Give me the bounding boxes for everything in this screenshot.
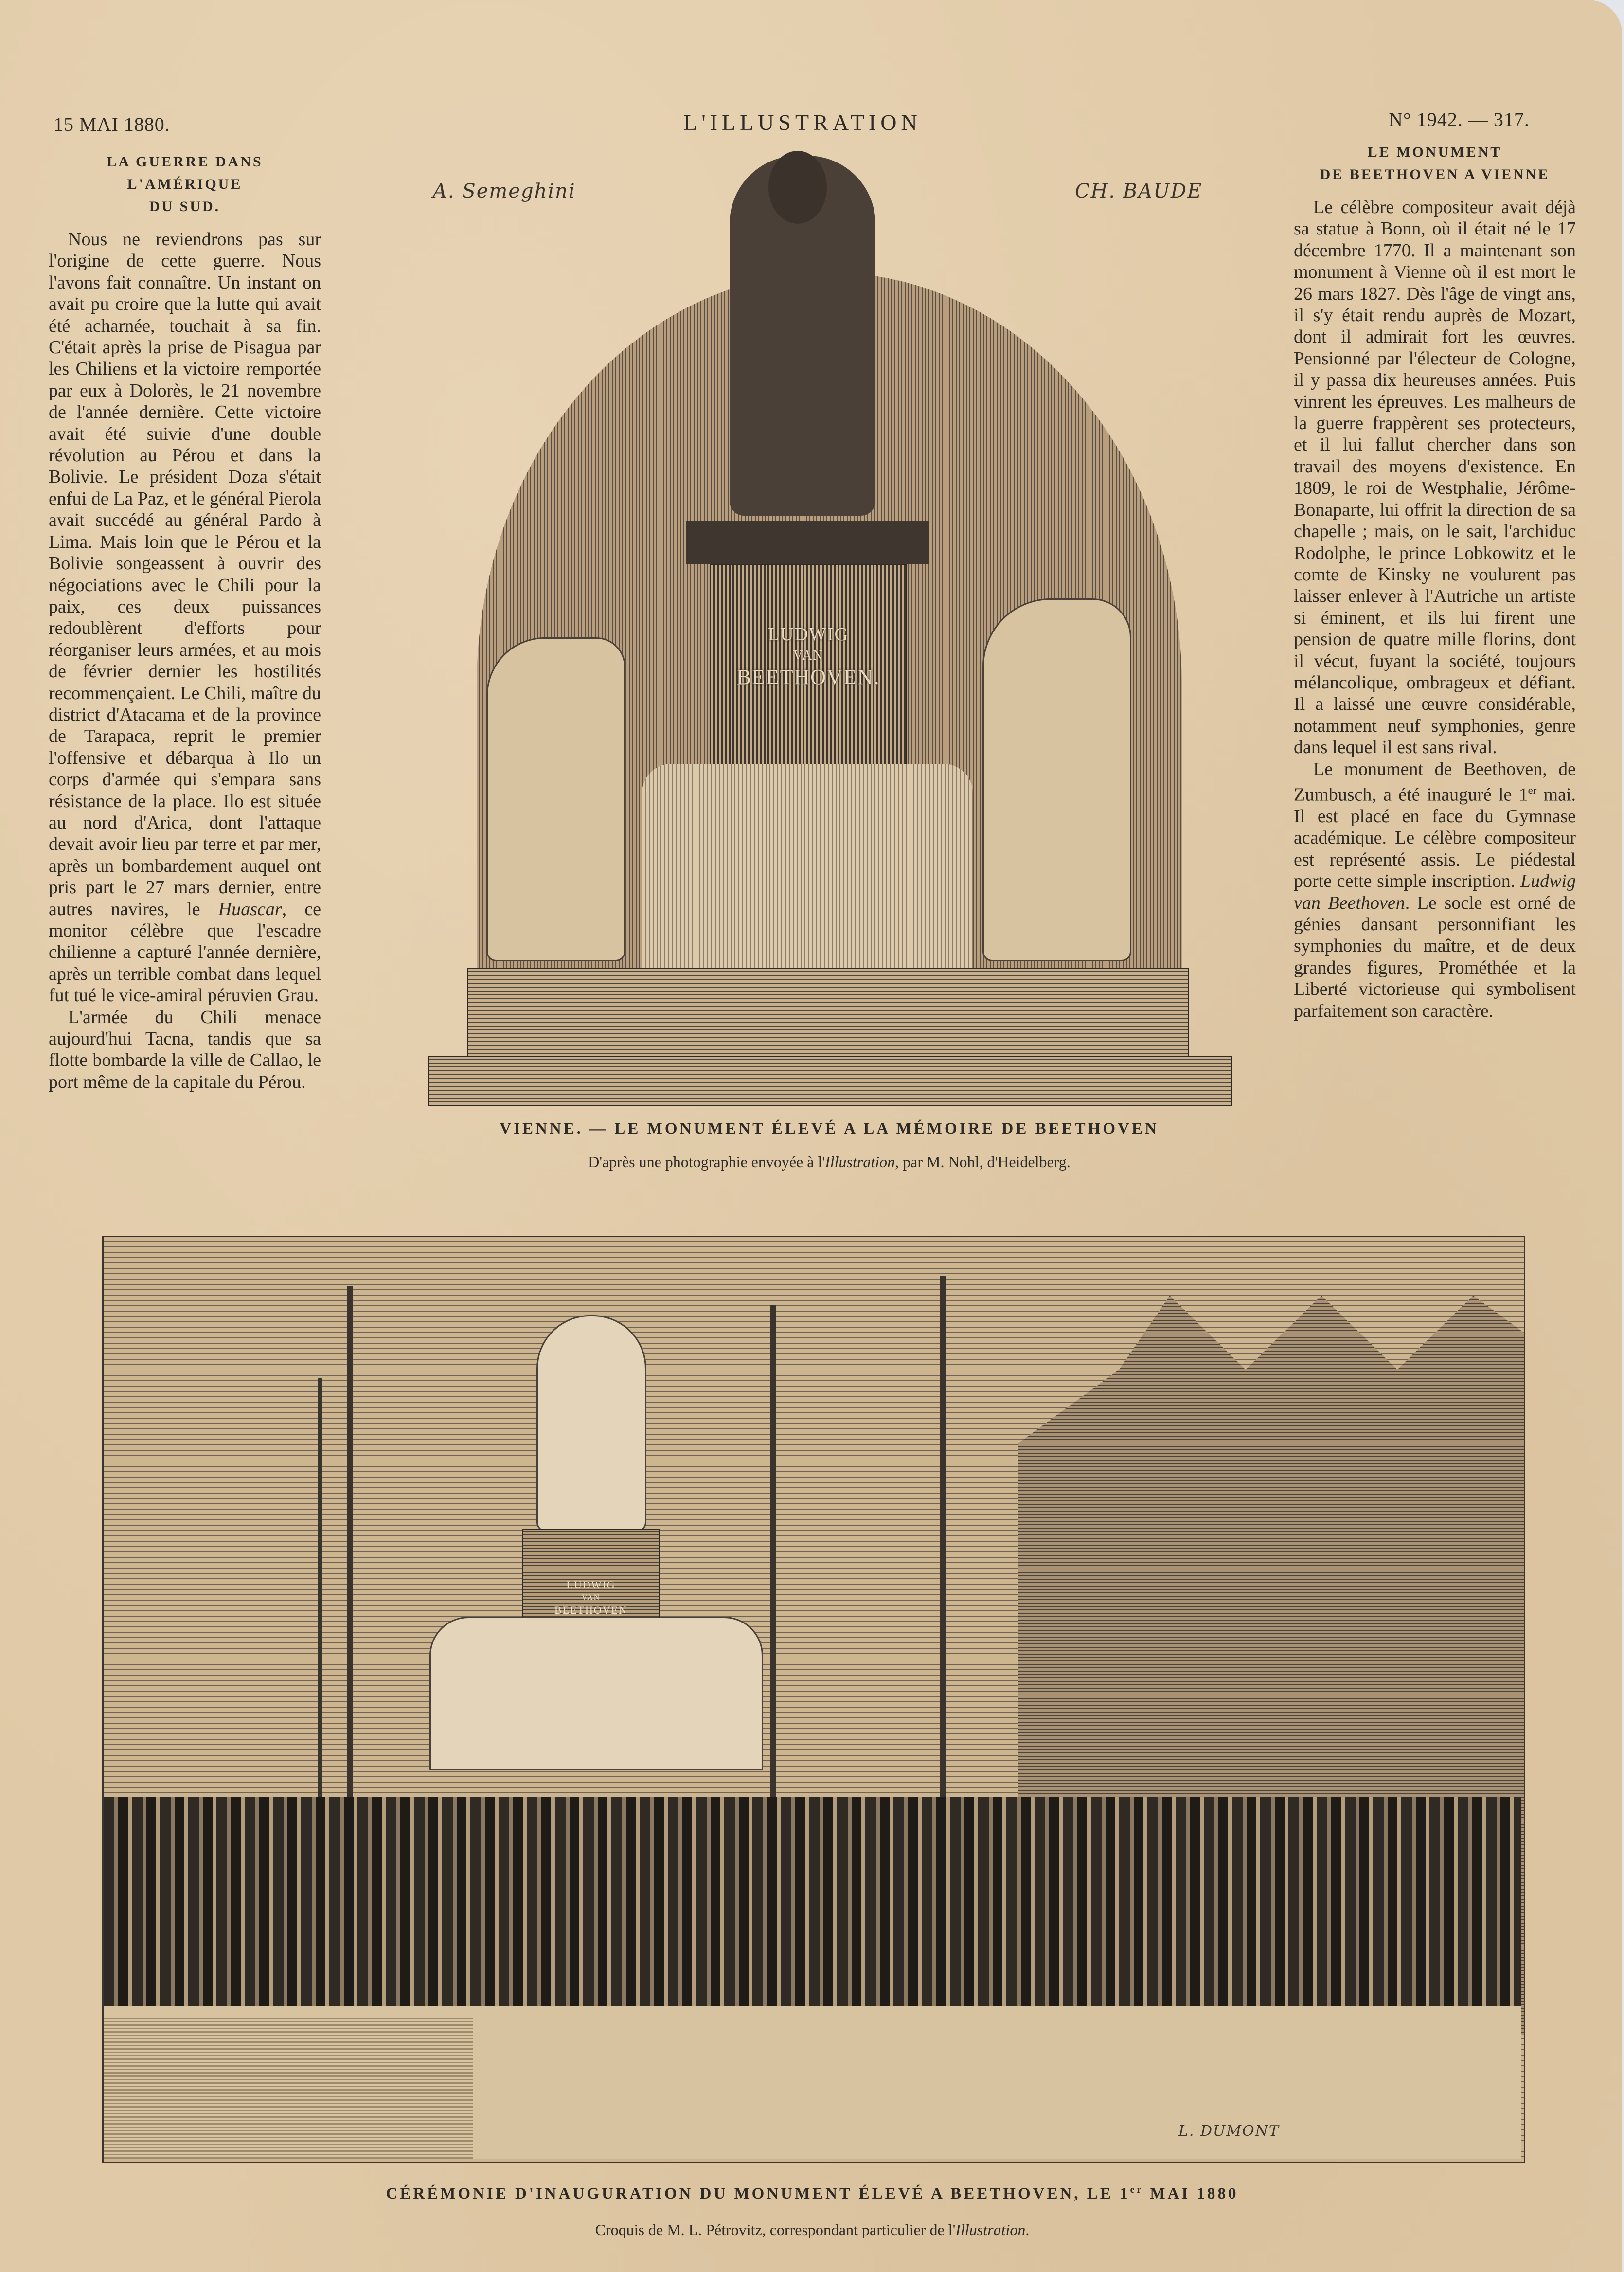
right-paragraph-2-mid: mai. Il est placé en face du Gymnase académique. Le célèbre compositeur est représenté assis. Le piédestal porte cette simple inscription. — [1294, 784, 1576, 892]
ceremony-credit-italic: Illustration — [955, 2221, 1026, 2238]
inscription-italic: Ludwig van Beethoven — [1294, 871, 1576, 913]
ceremony-caption-start: CÉRÉMONIE D'INAUGURATION DU MONUMENT ÉLEVÉ A BEETHOVEN, LE 1 — [386, 2185, 1130, 2202]
left-article — [49, 151, 321, 1093]
ceremony-caption-end: MAI 1880 — [1143, 2185, 1239, 2202]
ship-name: Huascar — [218, 899, 282, 920]
left-paragraph-2: L'armée du Chili menace aujourd'hui Tacna, tandis que sa flotte bombarde la ville de Callao, le port même de la capitale du Pérou. — [49, 1007, 321, 1092]
ceremony-engraving — [102, 1236, 1525, 2163]
left-paragraph-1-text: Nous ne reviendrons pas sur l'origine de cette guerre. Nous l'avons fait connaître. Un instant on avait pu croire que la lutte qui avait été acharnée, touchait à sa fin. C'était après la prise de Pisagua par les Chiliens et la victoire remportée par eux à Dolorès, le 21 novembre de l'année dernière. Cette victoire avait été suivie d'une double révolution au Pérou et dans la Bolivie. Le président Doza s'était enfui de La Paz, et le général Pierola avait succédé au général Pardo à Lima. Mais loin que le Pérou et la Bolivie songeassent à ouvrir des négociations avec le Chili pour la paix, ces deux puissances redoublèrent d'efforts pour réorganiser leurs armées, et au mois de février dernier les hostilités recommençaient. Le Chili, maître du district d'Atacama et de la province de Tarapaca, reprit le premier l'offensive et débarqua à Ilo un corps d'armée qui s'empara sans résistance de la place. Ilo est située au nord d'Arica, dont l'attaque devait avoir lieu par terre et par mer, après un bombardement auquel ont pris part le 27 mars dernier, entre autres navires, le — [49, 229, 321, 920]
left-article-body — [49, 229, 321, 1093]
right-article — [1294, 141, 1576, 1022]
plinth-line-1: LUDWIG — [566, 1579, 616, 1591]
prometheus-figure — [486, 637, 625, 961]
credit-italic: Illustration — [825, 1153, 895, 1171]
inscription-line-3: BEETHOVEN. — [736, 665, 880, 689]
right-article-title-line2: DE BEETHOVEN A VIENNE — [1320, 166, 1550, 182]
engraver-signature-left: A. Semeghini — [433, 180, 576, 202]
right-paragraph-2-end: . Le socle est orné de génies dansant personnifiant les symphonies du maître, et de deux grandes figures, Prométhée et la Liberté victorieuse qui symbolisent parfaitement son caractère. — [1294, 892, 1576, 1021]
superscript: er — [1130, 2184, 1144, 2195]
victorious-liberty-figure — [982, 598, 1131, 961]
left-paragraph-1-end: , ce monitor célèbre que l'escadre chilienne a capturé l'année dernière, après un terrible combat dans lequel fut tué le vice-amiral péruvien Grau. — [49, 899, 321, 1006]
masthead: L'ILLUSTRATION — [683, 110, 922, 135]
ceremony-credit-start: Croquis de M. L. Pétrovitz, correspondant particulier de l' — [595, 2221, 956, 2238]
right-article-body — [1294, 197, 1576, 1022]
ceremony-credit — [102, 2221, 1522, 2239]
illustrator-signature: L. DUMONT — [1178, 2123, 1280, 2140]
monument-base — [467, 968, 1189, 1058]
right-article-title-line1: LE MONUMENT — [1367, 144, 1502, 160]
statue-head — [768, 151, 827, 224]
left-paragraph-1 — [49, 229, 321, 1007]
right-paragraph-2-start: Le monument de Beethoven, de Zumbusch, a été inauguré le 1 — [1294, 758, 1576, 805]
monument-engraving — [428, 151, 1231, 1109]
right-paragraph-2 — [1294, 758, 1576, 1022]
left-article-title-line1: LA GUERRE DANS L'AMÉRIQUE — [107, 154, 263, 192]
left-article-title-line2: DU SUD. — [149, 198, 221, 215]
ceremony-statue — [536, 1315, 646, 1532]
inscription-line-2: VAN — [793, 648, 824, 663]
crowd — [104, 1797, 1521, 2006]
ceremony-caption — [102, 2184, 1522, 2203]
credit-start: D'après une photographie envoyée à l' — [588, 1153, 825, 1171]
page-date: 15 MAI 1880. — [54, 113, 170, 135]
cherubs-group — [642, 764, 973, 968]
plinth-line-3: BEETHOVEN — [554, 1604, 627, 1616]
ceremony-credit-end: . — [1025, 2221, 1030, 2238]
plinth-line-2: VAN — [581, 1593, 601, 1602]
engraver-signature-right: CH. BAUDE — [1075, 180, 1203, 202]
ceremony-sculpture-group — [429, 1617, 763, 1770]
monument-caption: VIENNE. — LE MONUMENT ÉLEVÉ A LA MÉMOIRE DE BEETHOVEN — [500, 1120, 1159, 1137]
inscription-line-1: LUDWIG — [767, 624, 849, 645]
issue-page-number: N° 1942. — 317. — [1389, 108, 1530, 130]
right-paragraph-1: Le célèbre compositeur avait déjà sa statue à Bonn, où il était né le 17 décembre 1770. Il a maintenant son monument à Vienne où il est mort le 26 mars 1827. Dès l'âge de vingt ans, il s'y était rendu auprès de Mozart, dont il admirait fort les œuvres. Pensionné par l'électeur de Cologne, il y passa dix heureuses années. Puis vinrent les épreuves. Les malheurs de la guerre frappèrent ses protecteurs, et il lui fallut chercher dans son travail des moyens d'existence. En 1809, le roi de Westphalie, Jérôme-Bonaparte, lui offrit la direction de sa chapelle ; mais, on le sait, l'archiduc Rodolphe, le prince Lobkowitz et le comte de Kinsky ne voulurent pas laisser enlever à l'Autriche un artiste si éminent, et ils lui firent une pension de quatre mille florins, dont il vécut, fuyant la société, toujours mélancolique, ombrageux et défiant. Il a laissé une œuvre considérable, notamment neuf symphonies, genre dans lequel il est sans rival. — [1294, 197, 1576, 758]
lawn — [104, 2016, 473, 2159]
monument-plinth-step — [428, 1056, 1232, 1106]
monument-credit — [428, 1153, 1231, 1171]
credit-end: , par M. Nohl, d'Heidelberg. — [895, 1153, 1071, 1171]
pedestal-cornice — [686, 521, 929, 564]
superscript: er — [1528, 784, 1537, 796]
ceremony-plinth-inscription — [523, 1579, 659, 1617]
pedestal-inscription — [711, 624, 906, 688]
